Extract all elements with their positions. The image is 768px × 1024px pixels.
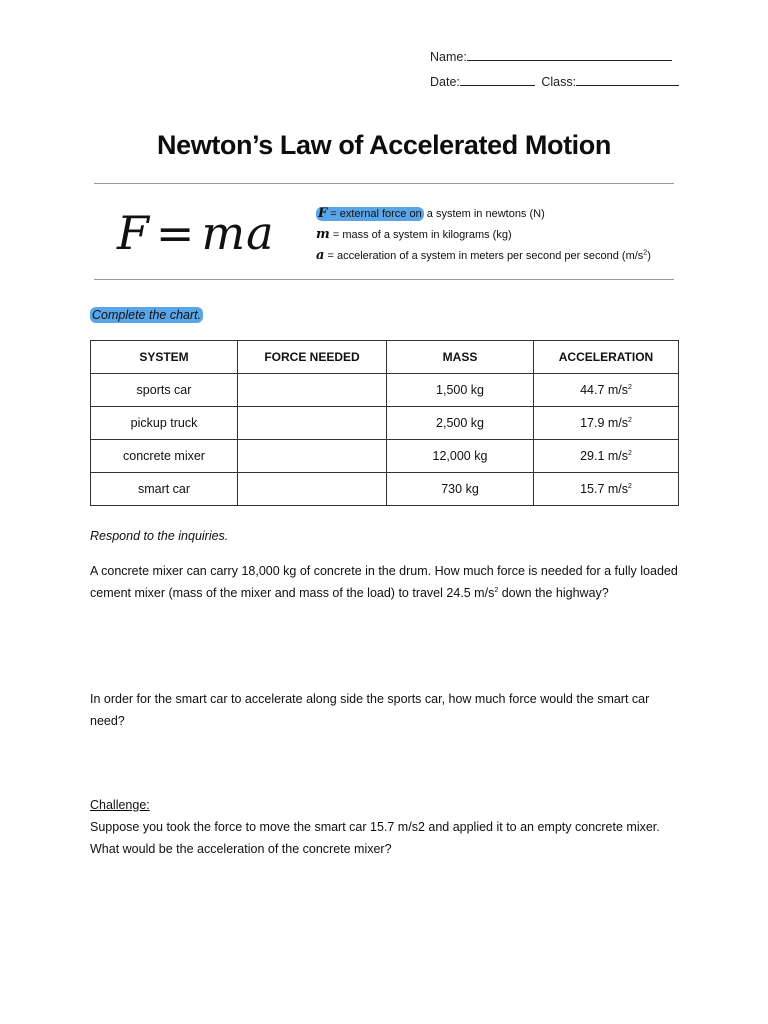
th-system: SYSTEM (91, 341, 238, 374)
legend-mass-symbol: m (316, 227, 330, 242)
cell-force[interactable] (238, 473, 387, 506)
cell-mass: 730 kg (387, 473, 534, 506)
table-row (91, 407, 679, 440)
legend-mass-text: mass of a system in kilograms (kg) (342, 229, 512, 241)
accel-sup: 2 (628, 482, 632, 490)
legend-mass-sep: = (329, 229, 343, 241)
cell-system: smart car (91, 473, 238, 506)
legend-accel-sup: 2 (643, 249, 648, 257)
chart-instruction (90, 308, 203, 322)
accel-sup: 2 (628, 449, 632, 457)
cell-mass: 1,500 kg (387, 374, 534, 407)
accel-sup: 2 (628, 416, 632, 424)
legend-accel-sep: = (324, 250, 337, 262)
table-row (91, 374, 679, 407)
legend-mass (316, 227, 512, 242)
accel-value: 17.9 m/s (580, 416, 629, 430)
legend-force-text-highlight: external force on (339, 208, 422, 220)
legend-force-text: a system in newtons (N) (423, 208, 545, 220)
question-1 (90, 560, 682, 604)
divider-top (94, 183, 674, 184)
page-title: Newton’s Law of Accelerated Motion (157, 130, 611, 160)
cell-acceleration (534, 374, 679, 407)
legend-force-symbol: F (318, 206, 328, 221)
cell-force[interactable] (238, 407, 387, 440)
divider-bottom (94, 279, 674, 280)
formula-eq: = (155, 206, 196, 260)
cell-force[interactable] (238, 440, 387, 473)
accel-value: 15.7 m/s (580, 482, 629, 496)
chart-instruction-text: Complete the chart. (92, 308, 202, 322)
name-field[interactable] (430, 48, 672, 64)
cell-mass: 2,500 kg (387, 407, 534, 440)
formula (117, 206, 275, 260)
cell-mass: 12,000 kg (387, 440, 534, 473)
class-blank[interactable] (576, 73, 679, 86)
legend-accel-close: ) (647, 250, 651, 262)
question-1-sup: 2 (494, 586, 499, 594)
question-1-text: A concrete mixer can carry 18,000 kg of concrete in the drum. How much force is needed for a fully loaded cement mixer (mass of the mixer and mass of the load) to travel 24.5 m/s (90, 564, 678, 600)
cell-force[interactable] (238, 374, 387, 407)
cell-acceleration (534, 473, 679, 506)
th-acceleration: ACCELERATION (534, 341, 679, 374)
legend-accel (316, 248, 651, 263)
accel-value: 29.1 m/s (580, 449, 629, 463)
th-force: FORCE NEEDED (238, 341, 387, 374)
legend-accel-text: acceleration of a system in meters per second per second (m/s (336, 250, 644, 262)
date-class-row (430, 73, 679, 89)
cell-acceleration (534, 440, 679, 473)
cell-system: pickup truck (91, 407, 238, 440)
name-label: Name: (430, 50, 467, 64)
legend-accel-symbol: a (316, 248, 325, 263)
formula-rhs: ma (201, 206, 275, 260)
cell-system: sports car (91, 374, 238, 407)
table-header-row (91, 341, 679, 374)
date-blank[interactable] (460, 73, 535, 86)
table-row (91, 473, 679, 506)
question-2: In order for the smart car to accelerate along side the sports car, how much force would the smart car need? (90, 692, 650, 728)
class-label: Class: (541, 75, 577, 89)
challenge-label: Challenge: (90, 798, 150, 812)
legend-force (316, 206, 545, 221)
data-table (90, 340, 679, 506)
accel-sup: 2 (628, 383, 632, 391)
cell-system: concrete mixer (91, 440, 238, 473)
inquiries-instruction: Respond to the inquiries. (90, 529, 229, 543)
legend-force-sep: = (327, 208, 340, 220)
cell-acceleration (534, 407, 679, 440)
th-mass: MASS (387, 341, 534, 374)
question-1-text-end: down the highway? (498, 586, 609, 600)
legend-force-highlight (316, 207, 424, 221)
date-label: Date: (430, 75, 460, 89)
name-blank[interactable] (467, 48, 672, 61)
challenge-text: Suppose you took the force to move the smart car 15.7 m/s2 and applied it to an empty concrete mixer. What would be the acceleration of the concrete mixer? (90, 820, 660, 856)
table-row (91, 440, 679, 473)
formula-lhs: F (117, 206, 150, 260)
accel-value: 44.7 m/s (580, 383, 629, 397)
